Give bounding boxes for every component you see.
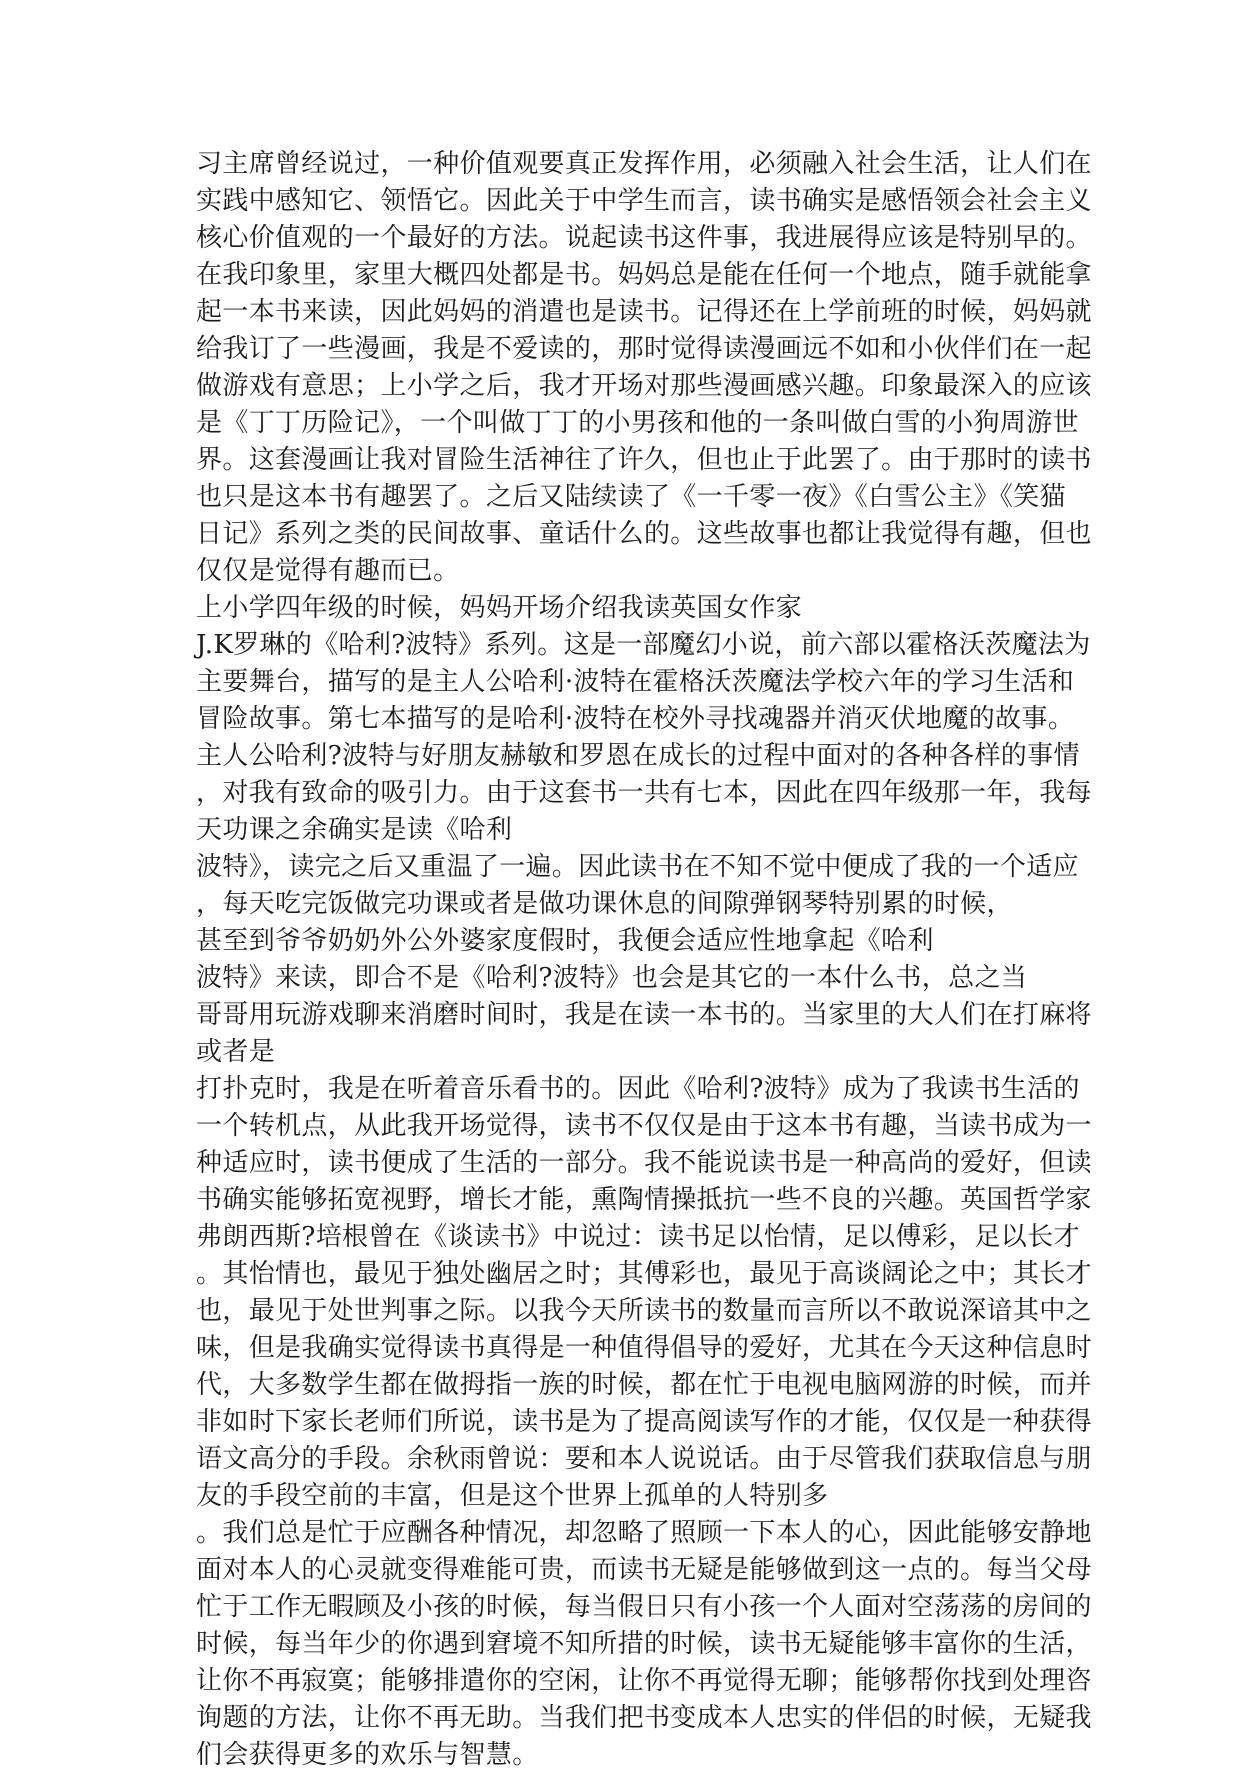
text-line: 哥哥用玩游戏聊来消磨时间时，我是在读一本书的。当家里的大人们在打麻将 (196, 1000, 1092, 1030)
text-line: 给我订了一些漫画，我是不爱读的，那时觉得读漫画远不如和小伙伴们在一起 (196, 334, 1092, 364)
text-line: 日记》系列之类的民间故事、童话什么的。这些故事也都让我觉得有趣，但也 (196, 519, 1092, 549)
text-line: 种适应时，读书便成了生活的一部分。我不能说读书是一种高尚的爱好，但读 (196, 1148, 1092, 1178)
text-line: 冒险故事。第七本描写的是哈利·波特在校外寻找魂器并消灭伏地魔的故事。 (196, 704, 1075, 734)
text-line: 甚至到爷爷奶奶外公外婆家度假时，我便会适应性地拿起《哈利 (196, 926, 934, 956)
text-line: J.K罗琳的《哈利?波特》系列。这是一部魔幻小说，前六部以霍格沃茨魔法为 (196, 630, 1091, 660)
text-line: 做游戏有意思；上小学之后，我才开场对那些漫画感兴趣。印象最深入的应该 (196, 371, 1092, 401)
text-line: 实践中感知它、领悟它。因此关于中学生而言，读书确实是感悟领会社会主义 (196, 186, 1092, 216)
text-line: ，每天吃完饭做完功课或者是做功课休息的间隙弹钢琴特别累的时候， (196, 889, 1013, 919)
text-line: 。我们总是忙于应酬各种情况，却忽略了照顾一下本人的心，因此能够安静地 (196, 1518, 1092, 1548)
text-line: 们会获得更多的欢乐与智慧。 (196, 1740, 539, 1770)
text-line: 波特》，读完之后又重温了一遍。因此读书在不知不觉中便成了我的一个适应 (196, 852, 1079, 882)
text-line: 书确实能够拓宽视野，增长才能，熏陶情操抵抗一些不良的兴趣。英国哲学家 (196, 1185, 1092, 1215)
text-line: 界。这套漫画让我对冒险生活神往了许久，但也止于此罢了。由于那时的读书 (196, 445, 1092, 475)
text-line: 也，最见于处世判事之际。以我今天所读书的数量而言所以不敢说深谙其中之 (196, 1296, 1092, 1326)
text-line: 打扑克时，我是在听着音乐看书的。因此《哈利?波特》成为了我读书生活的 (196, 1074, 1080, 1104)
text-line: 面对本人的心灵就变得难能可贵，而读书无疑是能够做到这一点的。每当父母 (196, 1555, 1092, 1585)
text-line: 语文高分的手段。余秋雨曾说：要和本人说说话。由于尽管我们获取信息与朋 (196, 1444, 1092, 1474)
text-line: 询题的方法，让你不再无助。当我们把书变成本人忠实的伴侣的时候，无疑我 (196, 1703, 1092, 1733)
text-line: 一个转机点，从此我开场觉得，读书不仅仅是由于这本书有趣，当读书成为一 (196, 1111, 1092, 1141)
text-line: 仅仅是觉得有趣而已。 (196, 556, 460, 586)
text-line: 代，大多数学生都在做拇指一族的时候，都在忙于电视电脑网游的时候，而并 (196, 1370, 1092, 1400)
text-line: 天功课之余确实是读《哈利 (196, 815, 513, 845)
text-line: 在我印象里，家里大概四处都是书。妈妈总是能在任何一个地点，随手就能拿 (196, 260, 1092, 290)
text-line: 主要舞台，描写的是主人公哈利·波特在霍格沃茨魔法学校六年的学习生活和 (196, 667, 1075, 697)
text-line: 友的手段空前的丰富，但是这个世界上孤单的人特别多 (196, 1481, 829, 1511)
text-line: 。其怡情也，最见于独处幽居之时；其傅彩也，最见于高谈阔论之中；其长才 (196, 1259, 1092, 1289)
text-line: 时候，每当年少的你遇到窘境不知所措的时候，读书无疑能够丰富你的生活， (196, 1629, 1092, 1659)
text-line: 或者是 (196, 1037, 276, 1067)
text-line: 味，但是我确实觉得读书真得是一种值得倡导的爱好，尤其在今天这种信息时 (196, 1333, 1092, 1363)
text-line: 波特》来读，即合不是《哈利?波特》也会是其它的一本什么书，总之当 (196, 963, 1028, 993)
body-text (196, 146, 1092, 1774)
text-line: 非如时下家长老师们所说，读书是为了提高阅读写作的才能，仅仅是一种获得 (196, 1407, 1092, 1437)
text-line: 起一本书来读，因此妈妈的消遣也是读书。记得还在上学前班的时候，妈妈就 (196, 297, 1092, 327)
text-line: 核心价值观的一个最好的方法。说起读书这件事，我进展得应该是特别早的。 (196, 223, 1092, 253)
text-line: 弗朗西斯?培根曾在《谈读书》中说过：读书足以怡情，足以傅彩，足以长才 (196, 1222, 1080, 1252)
text-line: 让你不再寂寞；能够排遣你的空闲，让你不再觉得无聊；能够帮你找到处理咨 (196, 1666, 1092, 1696)
text-line: 上小学四年级的时候，妈妈开场介绍我读英国女作家 (196, 593, 803, 623)
text-line: 习主席曾经说过，一种价值观要真正发挥作用，必须融入社会生活，让人们在 (196, 149, 1092, 179)
text-line: 也只是这本书有趣罢了。之后又陆续读了《一千零一夜》《白雪公主》《笑猫 (196, 482, 1066, 512)
text-line: 是《丁丁历险记》，一个叫做丁丁的小男孩和他的一条叫做白雪的小狗周游世 (196, 408, 1079, 438)
text-line: 忙于工作无暇顾及小孩的时候，每当假日只有小孩一个人面对空荡荡的房间的 (196, 1592, 1092, 1622)
text-line: ，对我有致命的吸引力。由于这套书一共有七本，因此在四年级那一年，我每 (196, 778, 1092, 808)
text-line: 主人公哈利?波特与好朋友赫敏和罗恩在成长的过程中面对的各种各样的事情 (196, 741, 1080, 771)
